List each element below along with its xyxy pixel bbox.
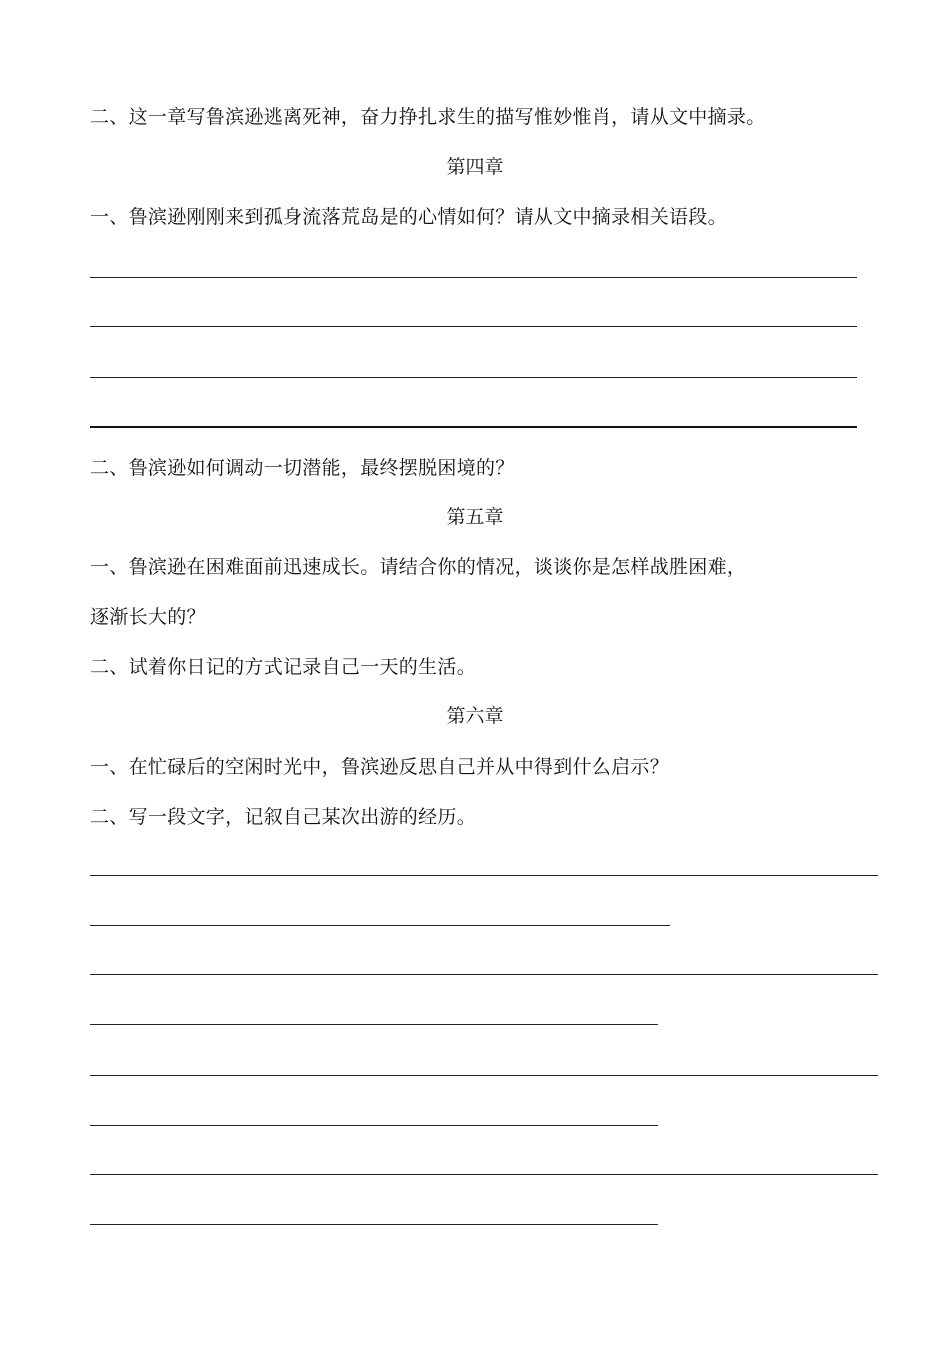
chapter4-heading: 第四章 [446, 156, 504, 178]
answer-line [90, 875, 878, 876]
chapter6-question-2: 二、写一段文字，记叙自己某次出游的经历。 [90, 806, 477, 828]
answer-line [90, 1075, 878, 1076]
answer-line [90, 1224, 658, 1225]
answer-line [90, 1125, 658, 1126]
chapter5-question-1-line-2: 逐渐长大的？ [90, 606, 206, 628]
answer-line [90, 426, 857, 428]
answer-line [90, 925, 670, 926]
answer-line [90, 277, 857, 278]
answer-line [90, 1174, 878, 1175]
chapter5-question-2: 二、试着你日记的方式记录自己一天的生活。 [90, 656, 477, 678]
answer-line [90, 326, 857, 327]
answer-line [90, 974, 878, 975]
chapter5-question-1-line-1: 一、鲁滨逊在困难面前迅速成长。请结合你的情况，谈谈你是怎样战胜困难， [90, 556, 747, 578]
answer-line [90, 377, 857, 378]
chapter6-heading: 第六章 [446, 705, 504, 727]
answer-line [90, 1024, 658, 1025]
chapter3-question-2: 二、这一章写鲁滨逊逃离死神，奋力挣扎求生的描写惟妙惟肖，请从文中摘录。 [90, 106, 766, 128]
chapter5-heading: 第五章 [446, 506, 504, 528]
chapter4-question-1: 一、鲁滨逊刚刚来到孤身流落荒岛是的心情如何？请从文中摘录相关语段。 [90, 206, 727, 228]
chapter6-question-1: 一、在忙碌后的空闲时光中，鲁滨逊反思自己并从中得到什么启示？ [90, 756, 670, 778]
chapter4-question-2: 二、鲁滨逊如何调动一切潜能，最终摆脱困境的？ [90, 457, 515, 479]
